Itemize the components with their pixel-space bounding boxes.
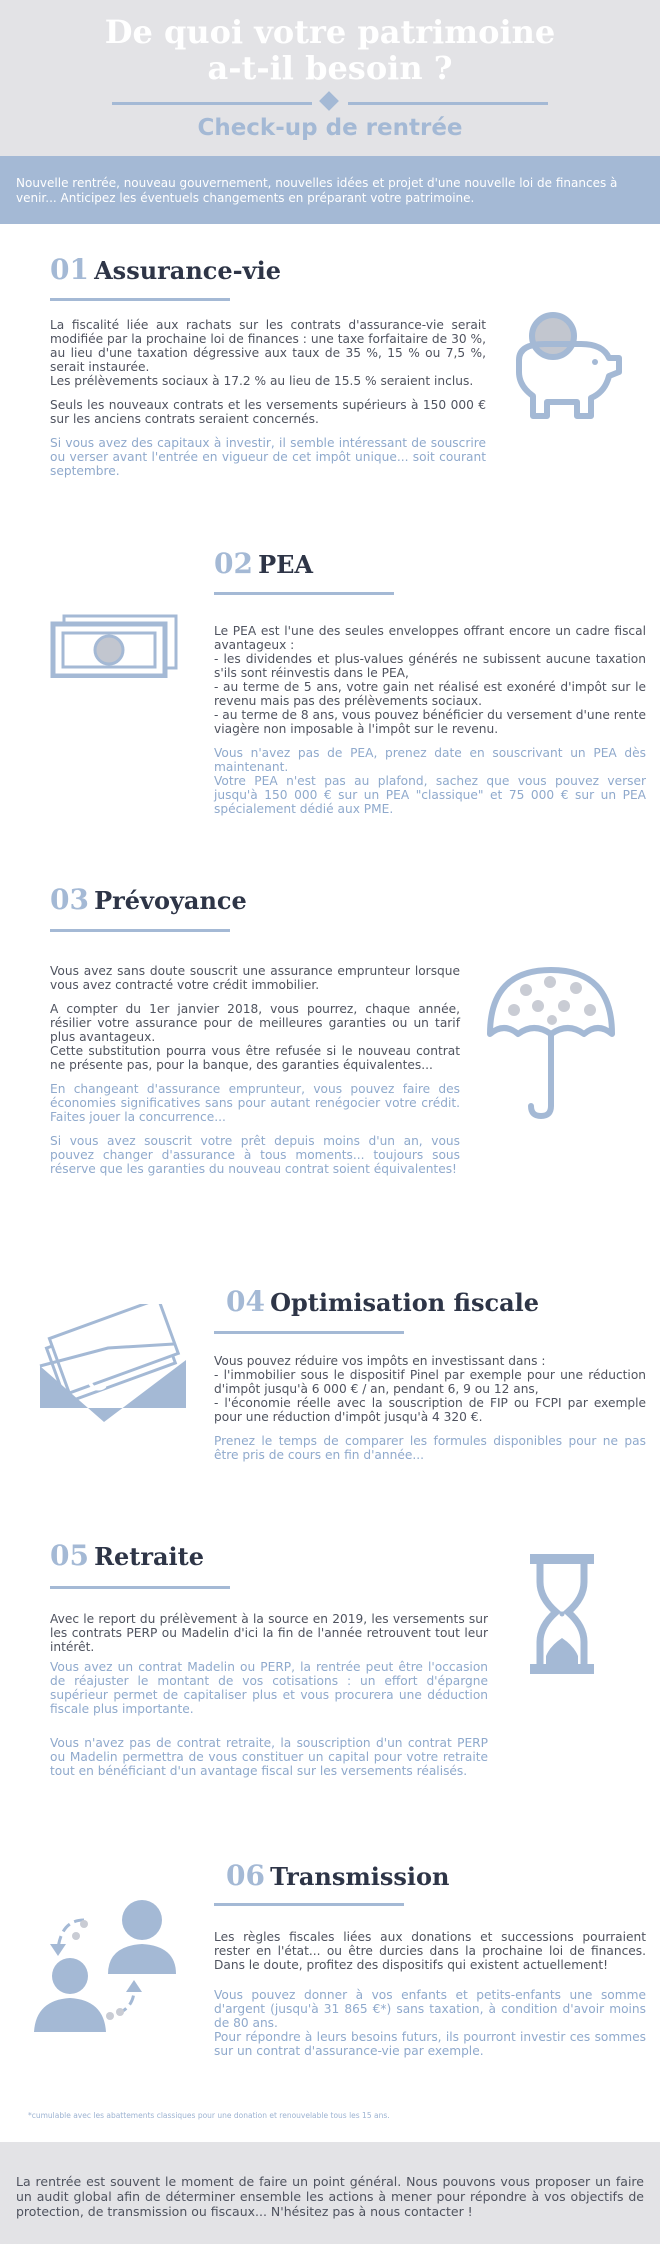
section-rule xyxy=(50,929,230,932)
footnote: *cumulable avec les abattements classiques pour une donation et renouvelable tous les 15 ans. xyxy=(28,2111,390,2120)
section-title: Transmission xyxy=(270,1862,450,1891)
paragraph-highlight: Vous n'avez pas de contrat retraite, la souscription d'un contrat PERP ou Madelin permettra de vous constituer un capital pour votre retraite tout en bénéficiant d'un avantage fiscal sur les versements réalisés. xyxy=(50,1736,488,1778)
section-number: 02 xyxy=(214,547,253,580)
paragraph: A compter du 1er janvier 2018, vous pourrez, chaque année, résilier votre assurance pour de meilleures garanties ou un tarif plus avantageux. Cette substitution pourra vous être refusée si le nouveau contrat ne présente pas, pour la banque, des garanties équivalentes... xyxy=(50,1002,460,1072)
title-line-1: De quoi votre patrimoine xyxy=(104,13,556,51)
paragraph: Le PEA est l'une des seules enveloppes offrant encore un cadre fiscal avantageux : - les dividendes et plus-values générés ne subissent aucune taxation s'ils sont réinvestis dans le PEA, - au terme de 5 ans, votre gain net réalisé est exonéré d'impôt sur le revenu mais pas des prélèvements sociaux. - au terme de 8 ans, vous pouvez bénéficier du versement d'une rente viagère non imposable à l'impôt sur le revenu. xyxy=(214,624,646,736)
section-body xyxy=(214,624,646,826)
paragraph: La fiscalité liée aux rachats sur les contrats d'assurance-vie serait modifiée par la prochaine loi de finances : une taxe forfaitaire de 30 %, au lieu d'une taxation dégressive aux taux de 35 %, 15 % ou 7,5 %, serait instaurée. Les prélèvements sociaux à 17.2 % au lieu de 15.5 % seraient inclus. xyxy=(50,318,486,388)
section-rule xyxy=(214,1903,404,1906)
paragraph-highlight: Vous n'avez pas de PEA, prenez date en souscrivant un PEA dès maintenant. Votre PEA n'est pas au plafond, sachez que vous pouvez verser jusqu'à 150 000 € sur un PEA "classique" et 75 000 € sur un PEA spécialement dédié aux PME. xyxy=(214,746,646,816)
paragraph-highlight: Vous avez un contrat Madelin ou PERP, la rentrée peut être l'occasion de réajuster le montant de vos cotisations : un effort d'épargne supérieur permet de capitaliser plus et vous procurera une déduction fiscale plus importante. xyxy=(50,1660,488,1716)
paragraph: Avec le report du prélèvement à la source en 2019, les versements sur les contrats PERP ou Madelin d'ici la fin de l'année retrouvent tout leur intérêt. xyxy=(50,1612,488,1654)
section-number: 05 xyxy=(50,1539,89,1572)
section-number: 03 xyxy=(50,883,89,916)
piggy-bank-icon xyxy=(505,300,623,426)
section-body xyxy=(214,1930,646,2068)
section-number: 06 xyxy=(226,1859,265,1892)
intro-text: Nouvelle rentrée, nouveau gouvernement, nouvelles idées et projet d'une nouvelle loi de finances à venir... Anticipez les éventuels changements en préparant votre patrimoine. xyxy=(16,176,618,205)
section-rule xyxy=(50,298,230,301)
page-subtitle: Check-up de rentrée xyxy=(197,115,463,141)
section-title: Prévoyance xyxy=(94,886,247,915)
paragraph: Les règles fiscales liées aux donations et successions pourraient rester en l'état... ou être durcies dans la prochaine loi de finances. Dans le doute, profitez des dispositifs qui existent actuellement! xyxy=(214,1930,646,1972)
title-line-2: a-t-il besoin ? xyxy=(207,49,453,87)
section-heading-optimisation-fiscale xyxy=(226,1286,539,1319)
section-title: Optimisation fiscale xyxy=(270,1288,540,1317)
header-rule-right xyxy=(348,102,548,105)
euro-envelope-icon xyxy=(34,1304,194,1426)
paragraph: Vous pouvez réduire vos impôts en investissant dans : - l'immobilier sous le dispositif Pinel par exemple pour une réduction d'impôt jusqu'à 6 000 € / an, pendant 6, 9 ou 12 ans, - l'économie réelle avec la souscription de FIP ou FCPI par exemple pour une réduction d'impôt jusqu'à 4 320 €. xyxy=(214,1354,646,1424)
paragraph-highlight: Vous pouvez donner à vos enfants et petits-enfants une somme d'argent (jusqu'à 31 865 €*) sans taxation, à condition d'avoir moins de 80 ans. Pour répondre à leurs besoins futurs, ils pourront investir ces sommes sur un contrat d'assurance-vie par exemple. xyxy=(214,1988,646,2058)
hourglass-icon xyxy=(526,1552,598,1676)
paragraph: Seuls les nouveaux contrats et les versements supérieurs à 150 000 € sur les anciens contrats seraient concernés. xyxy=(50,398,486,426)
paragraph-highlight: Si vous avez des capitaux à investir, il semble intéressant de souscrire ou verser avant l'entrée en vigueur de cet impôt unique... soit courant septembre. xyxy=(50,436,486,478)
paragraph-highlight: Si vous avez souscrit votre prêt depuis moins d'un an, vous pouvez changer d'assurance à tous moments... toujours sous réserve que les garanties du nouveau contrat soient équivalentes! xyxy=(50,1134,460,1176)
umbrella-icon xyxy=(486,964,616,1120)
section-heading-retraite xyxy=(50,1540,204,1573)
svg-text:€: € xyxy=(83,1354,109,1400)
section-title: Retraite xyxy=(94,1542,205,1571)
section-title: PEA xyxy=(258,550,314,579)
paragraph: Vous avez sans doute souscrit une assurance emprunteur lorsque vous avez contracté votre crédit immobilier. xyxy=(50,964,460,992)
section-heading-assurance-vie xyxy=(50,254,281,287)
section-body xyxy=(50,318,486,488)
header-rule-left xyxy=(112,102,312,105)
paragraph-highlight: En changeant d'assurance emprunteur, vous pouvez faire des économies significatives sans pour autant renégocier votre crédit. Faites jouer la concurrence... xyxy=(50,1082,460,1124)
people-transfer-icon xyxy=(28,1894,188,2034)
footer-text: La rentrée est souvent le moment de faire un point général. Nous pouvons vous proposer un faire un audit global afin de déterminer ensemble les actions à mener pour répondre à vos objectifs de protection, de transmission ou fiscaux... N'hésitez pas à nous contacter ! xyxy=(16,2174,644,2219)
section-number: 01 xyxy=(50,253,89,286)
banknote-icon xyxy=(50,612,180,678)
section-rule xyxy=(50,1586,230,1589)
section-heading-pea xyxy=(214,548,313,581)
page-title xyxy=(0,14,660,86)
section-body xyxy=(214,1354,646,1472)
section-title: Assurance-vie xyxy=(94,256,281,285)
section-rule xyxy=(214,592,394,595)
section-rule xyxy=(214,1331,404,1334)
paragraph-highlight: Prenez le temps de comparer les formules disponibles pour ne pas être pris de cours en fin d'année... xyxy=(214,1434,646,1462)
section-body xyxy=(50,1612,488,1788)
section-heading-prevoyance xyxy=(50,884,247,917)
section-heading-transmission xyxy=(226,1860,449,1893)
section-body xyxy=(50,964,460,1186)
section-number: 04 xyxy=(226,1285,265,1318)
